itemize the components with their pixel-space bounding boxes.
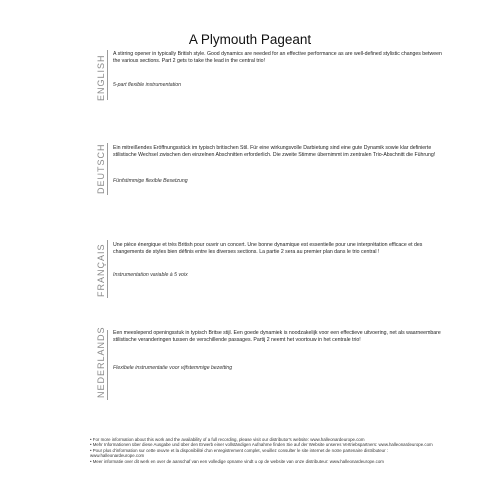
lang-label-english: ENGLISH <box>96 54 106 101</box>
instrumentation-deutsch: Fünfstimmige flexible Besetzung <box>113 178 188 184</box>
footer-note-deutsch: • Mehr Informationen über diese Ausgabe und über den Erwerb einer vollständigen Aufnahme finden Sie auf der Website unseres Vertriebspartners: www.halleonardeurope.com <box>90 442 433 448</box>
footer-note-english: • For more information about this work and the availability of a full recording, please visit our distributor's website: www.halleonardeurope.com <box>90 437 365 442</box>
instrumentation-francais: Instrumentation variable à 5 voix <box>113 272 188 278</box>
instrumentation-english: 5-part flexible instrumentation <box>113 82 182 88</box>
description-english: A stirring opener in typically British style. Good dynamics are needed for an effective performance as are well-defined stylistic changes between the various sections. Part 2 gets to take the lead in the central trio! <box>113 51 442 65</box>
footer-note-nederlands: • Meer informatie over dit werk en over de aanschaf van een volledige opname vindt u op de website van onze distributeur: www.halleonardeurope.com <box>90 458 384 464</box>
section-divider-deutsch <box>107 143 108 195</box>
section-divider-francais <box>107 240 108 298</box>
distributor-footer <box>90 437 435 464</box>
description-francais: Une pièce énergique et très British pour ouvrir un concert. Une bonne dynamique est essentielle pour une interprétation efficace et des changements de styles bien définis entre les diverses sections. La partie 2 sera au premier plan dans le trio central ! <box>113 242 423 256</box>
footer-note-francais: • Pour plus d'information sur cette œuvre et la disponibilité d'un enregistrement complet, veuillez consulter le site internet de notre partenaire distributeur : www.halleonardeurope.com <box>90 447 389 459</box>
page-title: A Plymouth Pageant <box>188 32 312 47</box>
section-divider-nederlands <box>107 330 108 400</box>
lang-label-nederlands: NEDERLANDS <box>96 326 106 398</box>
lang-label-francais: FRANÇAIS <box>96 243 106 297</box>
lang-label-deutsch: DEUTSCH <box>96 143 106 194</box>
instrumentation-nederlands: Flexibele instrumentatie voor vijfstemmige bezetting <box>113 365 233 371</box>
section-divider-english <box>107 50 108 100</box>
description-deutsch: Ein mitreißendes Eröffnungsstück im typisch britischen Stil. Für eine wirkungsvolle Darbietung sind eine gute Dynamik sowie klar definierte stilistische Wechsel zwischen den einzelnen Abschnitten erforderlich. Die zweite Stimme übernimmt im zentralen Trio-Abschnitt die Führung! <box>113 145 436 159</box>
description-nederlands: Een meeslepend openingsstuk in typisch Britse stijl. Een goede dynamiek is noodzakelijk voor een effectieve uitvoering, net als waarneembare stilistische veranderingen tussen de verschillende passages. Partij 2 neemt het voortouw in het centrale trio! <box>113 330 441 344</box>
